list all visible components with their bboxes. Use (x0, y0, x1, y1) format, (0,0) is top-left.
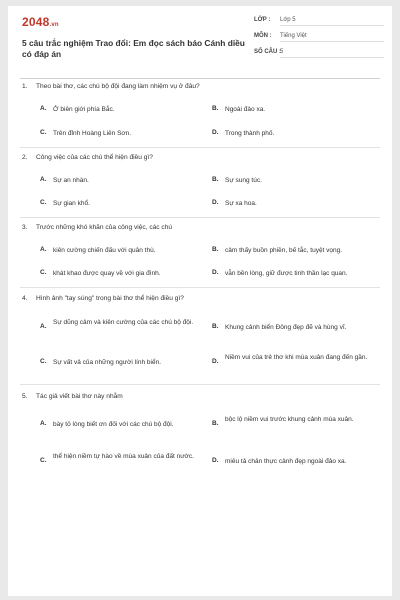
option-text: Sự dũng cảm và kiên cường của các chú bộ đội. (53, 319, 194, 326)
class-label: LỚP : (254, 17, 271, 23)
option-text: bộc lộ niềm vui trước khung cảnh mùa xuân. (225, 416, 354, 423)
option-key: D. (212, 199, 219, 206)
page-title: 5 câu trắc nghiệm Trao đổi: Em đọc sách báo Cánh diều có đáp án (22, 38, 245, 59)
question-number: 4. (22, 295, 28, 302)
class-value: Lớp 5 (280, 17, 384, 26)
count-label: SỐ CÂU : (254, 49, 281, 55)
option-text: bày tỏ lòng biết ơn đối với các chú bộ đội. (53, 421, 174, 428)
question-number: 2. (22, 154, 28, 161)
option-text: Sự xa hoa. (225, 200, 257, 207)
option-text: Sự gian khổ. (53, 200, 90, 207)
question-number: 5. (22, 393, 28, 400)
option-text: kiên cường chiến đấu với quân thù. (53, 247, 156, 254)
option-text: Ở biên giới phía Bắc. (53, 106, 115, 113)
divider (20, 287, 380, 288)
option-text: Sự an nhàn. (53, 177, 89, 184)
question-text: Trước những khó khăn của công việc, các chú (36, 224, 173, 231)
option-text: Sự sung túc. (225, 177, 262, 184)
divider (20, 217, 380, 218)
option-text: Ngoài đảo xa. (225, 106, 266, 113)
header-divider (20, 78, 380, 79)
option-text: Trên đỉnh Hoàng Liên Sơn. (53, 130, 132, 137)
option-key: B. (212, 420, 219, 427)
site-logo[interactable] (22, 15, 59, 29)
question-number: 3. (22, 224, 28, 231)
option-key: A. (40, 105, 47, 112)
option-text: thể hiện niềm tự hào về mùa xuân của đất nước. (53, 453, 194, 460)
option-key: D. (212, 358, 219, 365)
option-text: Niềm vui của trẻ thơ khi mùa xuân đang đến gần. (225, 354, 368, 361)
option-key: D. (212, 457, 219, 464)
option-text: Khung cảnh biển Đông đẹp đẽ và hùng vĩ. (225, 324, 347, 331)
divider (20, 384, 380, 385)
option-key: B. (212, 323, 219, 330)
count-value: 5 (280, 49, 384, 58)
question-text: Công việc của các chú thể hiện điều gì? (36, 154, 153, 161)
option-key: C. (40, 358, 47, 365)
logo-number: 2048 (22, 15, 50, 29)
option-text: khát khao được quay về với gia đình. (53, 270, 161, 277)
option-key: D. (212, 269, 219, 276)
option-key: C. (40, 129, 47, 136)
subject-label: MÔN : (254, 33, 272, 39)
option-key: A. (40, 176, 47, 183)
option-text: cảm thấy buồn phiền, bế tắc, tuyệt vọng. (225, 247, 343, 254)
option-key: C. (40, 269, 47, 276)
option-text: vẫn bền lòng, giữ được tinh thần lạc quan. (225, 270, 348, 277)
option-key: B. (212, 246, 219, 253)
question-text: Tác giả viết bài thơ này nhằm (36, 393, 123, 400)
option-text: Trong thành phố. (225, 130, 275, 137)
option-key: A. (40, 323, 47, 330)
option-text: miêu tả chân thực cảnh đẹp ngoài đảo xa. (225, 458, 347, 465)
subject-value: Tiếng Việt (280, 33, 384, 42)
option-key: D. (212, 129, 219, 136)
option-key: C. (40, 199, 47, 206)
option-key: B. (212, 176, 219, 183)
option-key: A. (40, 420, 47, 427)
logo-domain: .vn (49, 22, 59, 28)
divider (20, 147, 380, 148)
question-text: Theo bài thơ, các chú bộ đội đang làm nhiệm vụ ở đâu? (36, 83, 200, 90)
option-key: A. (40, 246, 47, 253)
question-text: Hình ảnh "tay súng" trong bài thơ thể hiện điều gì? (36, 295, 184, 302)
option-text: Sự vất vả của những người lính biển. (53, 359, 162, 366)
option-key: B. (212, 105, 219, 112)
document-page (8, 6, 392, 596)
option-key: C. (40, 457, 47, 464)
question-number: 1. (22, 83, 28, 90)
